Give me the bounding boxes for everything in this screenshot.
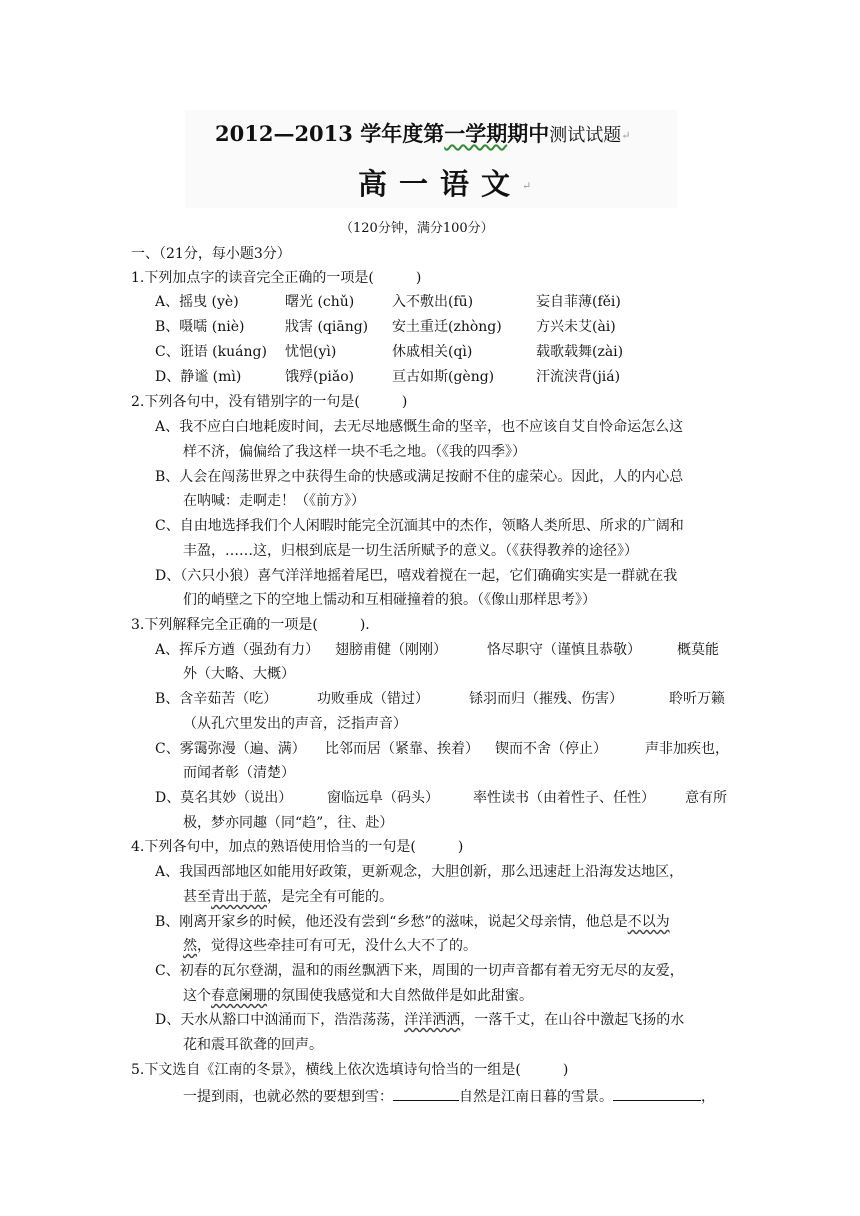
question-5-stem: 5.下文选自《江南的冬景》，横线上依次选填诗句恰当的一组是( ) <box>131 1062 569 1078</box>
question-4-stem: 4.下列各句中，加点的熟语使用恰当的一句是( ) <box>131 839 464 855</box>
question-2-option-a-cont: 样不济，偏偏给了我这样一块不毛之地。（《我的四季》） <box>183 444 526 460</box>
title-text-4: 测试试题 <box>549 125 622 146</box>
question-3-stem: 3.下列解释完全正确的一项是( ). <box>131 617 370 633</box>
question-4-option-d <box>155 1011 684 1029</box>
question-3-option-d-cont: 极，梦亦同趣（同“趋”，往、赴） <box>183 815 394 831</box>
title-years: 2012—2013 <box>215 121 353 146</box>
question-3-option-a <box>155 641 719 659</box>
option-word: 方兴未艾(ài) <box>536 319 616 335</box>
question-3-option-b <box>155 690 725 708</box>
question-2-stem: 2.下列各句中，没有错别字的一句是( ) <box>131 394 408 410</box>
text-run: ，是完全有可能的。 <box>267 889 393 905</box>
question-2-option-d: D、（六只小狼）喜气洋洋地摇着尾巴，嘻戏着搅在一起，它们确确实实是一群就在我 <box>155 568 678 584</box>
option-word: 功败垂成（错过） <box>317 691 429 707</box>
option-word: 翅膀甫健（刚刚） <box>335 642 447 658</box>
option-word: 声非加疾也， <box>645 741 729 757</box>
option-word: 妄自菲薄(fěi) <box>536 294 621 310</box>
text-run: 自然是江南日暮的雪景。 <box>459 1089 613 1105</box>
question-2-option-c-cont: 丰盈，……这，归根到底是一切生活所赋予的意义。（《获得教养的途径》） <box>183 543 638 559</box>
question-3-option-c-cont: 而闻者彰（清楚） <box>183 765 295 781</box>
option-word: 忧悒(yì) <box>285 344 337 360</box>
option-word: D、莫名其妙（说出） <box>155 790 293 806</box>
question-3-option-b-cont: （从孔穴里发出的声音，泛指声音） <box>183 716 407 732</box>
section-heading: 一、（21分，每小题3分） <box>131 246 291 262</box>
option-word: 戕害 (qiāng) <box>285 319 369 335</box>
question-3-option-c <box>155 740 729 758</box>
question-2-option-b: B、人会在闯荡世界之中获得生命的快感或满足按耐不住的虚荣心。因此，人的内心总 <box>155 469 684 485</box>
question-2-option-b-cont: 在呐喊：走啊走！（《前方》） <box>183 493 365 509</box>
answer-blank-1[interactable] <box>393 1086 459 1101</box>
text-run: B、刚离开家乡的时候，他还没有尝到“乡愁”的滋味，说起父母亲情，他总是 <box>155 914 628 930</box>
option-word: 聆听万籁 <box>669 691 725 707</box>
question-4-option-d-cont: 花和震耳欲聋的回声。 <box>183 1037 323 1053</box>
question-2-option-c: C、自由地选择我们个人闲暇时能完全沉湎其中的杰作，领略人类所思、所求的广阔和 <box>155 518 684 534</box>
option-word: 意有所 <box>685 790 727 806</box>
option-word: A、挥斥方遒（强劲有力） <box>155 642 320 658</box>
highlighted-idiom: 青出于蓝 <box>211 889 267 905</box>
highlighted-idiom: 洋洋洒洒 <box>404 1012 461 1028</box>
question-1-option-a <box>155 293 621 311</box>
paragraph-mark-icon: ↵ <box>522 179 532 193</box>
question-1-option-d <box>155 368 620 386</box>
text-run: D、天水从豁口中汹涌而下，浩浩荡荡， <box>155 1012 405 1028</box>
title-text-2: 一学期 <box>444 121 508 146</box>
option-word: 曙光 (chǔ) <box>285 294 355 310</box>
option-word: C、雾霭弥漫（遍、满） <box>155 741 306 757</box>
exam-title <box>215 118 630 148</box>
highlighted-idiom: 不以为 <box>627 914 670 930</box>
question-2-option-a: A、我不应白白地耗废时间，去无尽地感慨生命的坚辛，也不应该自艾自怜命运怎么这 <box>155 419 684 435</box>
option-word: 锲而不舍（停止） <box>495 741 607 757</box>
subtitle-text: 高一语文 <box>358 167 523 201</box>
text-run: ，觉得这些牵挂可有可无，没什么大不了的。 <box>197 938 477 954</box>
text-run: 的氛围使我感觉和大自然做伴是如此甜蜜。 <box>267 988 533 1004</box>
highlighted-idiom: 春意阑珊 <box>211 988 267 1004</box>
option-word: 比邻而居（紧靠、挨着） <box>325 741 479 757</box>
option-word: 铩羽而归（摧残、伤害） <box>469 691 623 707</box>
text-run: 甚至 <box>183 889 211 905</box>
question-1-option-b <box>155 318 616 336</box>
option-word: 率性读书（由着性子、任性） <box>473 790 655 806</box>
option-word: 窗临远阜（码头） <box>327 790 439 806</box>
question-4-option-b-cont <box>183 937 477 955</box>
option-word: D、静谧 (mì) <box>155 369 242 385</box>
option-word: C、诳语 (kuáng) <box>155 344 267 360</box>
answer-blank-2[interactable] <box>613 1086 701 1101</box>
option-word: B、含辛茹苦（吃） <box>155 691 278 707</box>
option-word: 亘古如斯(gèng) <box>392 369 495 385</box>
highlighted-idiom: 然 <box>183 938 197 954</box>
option-word: 恪尽职守（谨慎且恭敬） <box>487 642 641 658</box>
title-text-3: 期中 <box>507 121 550 146</box>
question-4-option-c: C、初春的瓦尔登湖，温和的雨丝飘洒下来，周围的一切声音都有着无穷无尽的友爱， <box>155 963 684 979</box>
option-word: 载歌载舞(zài) <box>536 344 624 360</box>
question-4-option-b <box>155 913 670 931</box>
option-word: 汗流浃背(jiá) <box>536 369 621 385</box>
option-word: A、摇曳 (yè) <box>155 294 239 310</box>
exam-info: （120分钟，满分100分） <box>340 221 494 236</box>
title-text-1: 学年度第 <box>360 121 445 146</box>
question-3-option-d <box>155 789 727 807</box>
question-5-passage <box>183 1086 715 1106</box>
question-4-option-a: A、我国西部地区如能用好政策，更新观念，大胆创新，那么迅速赶上沿海发达地区， <box>155 864 684 880</box>
option-word: 休戚相关(qì) <box>392 344 473 360</box>
question-4-option-a-cont <box>183 888 393 906</box>
option-word: B、嗫嚅 (niè) <box>155 319 245 335</box>
question-2-option-d-cont: 们的峭壁之下的空地上懦动和互相碰撞着的狼。（《像山那样思考》） <box>183 592 596 608</box>
option-word: 饿殍(piǎo) <box>285 369 355 385</box>
text-run: ， <box>701 1089 715 1105</box>
question-3-option-a-cont: 外（大略、大概） <box>183 666 295 682</box>
text-run: 一提到雨，也就必然的要想到雪： <box>183 1089 393 1105</box>
question-1-stem: 1.下列加点字的读音完全正确的一项是( ) <box>131 270 422 286</box>
option-word: 入不敷出(fū) <box>392 294 474 310</box>
question-4-option-c-cont <box>183 987 533 1005</box>
text-run: 这个 <box>183 988 211 1004</box>
text-run: ，一落千丈，在山谷中激起飞扬的水 <box>460 1012 685 1028</box>
option-word: 概莫能 <box>677 642 719 658</box>
question-1-option-c <box>155 343 623 361</box>
exam-subtitle <box>358 162 531 203</box>
paragraph-mark-icon: ↵ <box>621 129 631 142</box>
option-word: 安土重迁(zhòng) <box>392 319 502 335</box>
